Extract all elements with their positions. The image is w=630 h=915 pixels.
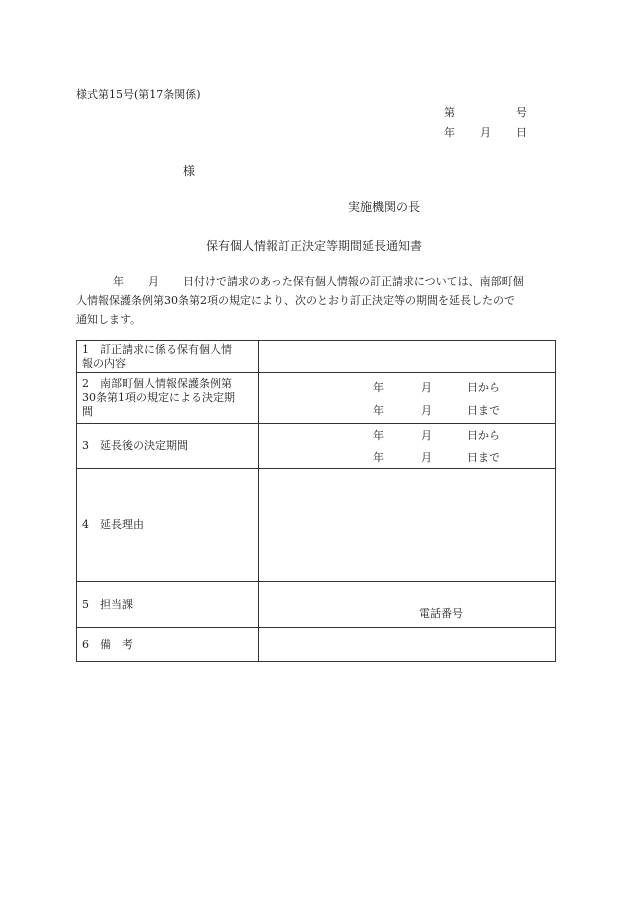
- date-day: 日: [516, 126, 527, 139]
- row-5-label: 5 担当課: [77, 582, 259, 628]
- body-paragraph: [76, 272, 556, 329]
- row-2-from-year: 年: [373, 381, 384, 394]
- phone-label: 電話番号: [419, 607, 463, 620]
- row-4: [77, 469, 556, 582]
- body-year: 年: [113, 275, 124, 288]
- row-2-until-year: 年: [373, 404, 384, 417]
- row-3-value[interactable]: [259, 424, 556, 469]
- row-3-from-year: 年: [373, 429, 384, 442]
- row-1-value[interactable]: [259, 341, 556, 373]
- form-number: 様式第15号(第17条関係): [76, 88, 201, 101]
- row-4-value[interactable]: [259, 469, 556, 582]
- body-line-1-text: 日付けで請求のあった保有個人情報の訂正請求については、南部町個: [183, 275, 524, 288]
- form-table: [76, 340, 556, 662]
- row-6-value[interactable]: [259, 628, 556, 662]
- row-2-from-day: 日から: [467, 381, 500, 394]
- row-2-from-month: 月: [421, 381, 432, 394]
- row-2: [77, 373, 556, 424]
- row-2-value[interactable]: [259, 373, 556, 424]
- row-1-label: 1 訂正請求に係る保有個人情 報の内容: [77, 341, 259, 373]
- row-2-label: 2 南部町個人情報保護条例第 30条第1項の規定による決定期 間: [77, 373, 259, 424]
- addressee-suffix: 様: [183, 164, 196, 178]
- row-2-until-month: 月: [421, 404, 432, 417]
- body-line-3: 通知します。: [76, 313, 142, 326]
- body-line-2: 人情報保護条例第30条第2項の規定により、次のとおり訂正決定等の期間を延長したので: [76, 294, 515, 307]
- row-6-label: 6 備 考: [77, 628, 259, 662]
- date-year: 年: [444, 126, 455, 139]
- row-3-until-year: 年: [373, 451, 384, 464]
- row-3-until-day: 日まで: [467, 451, 500, 464]
- body-line-1: [76, 272, 556, 291]
- row-3-from-month: 月: [421, 429, 432, 442]
- body-month: 月: [148, 275, 159, 288]
- row-2-until-day: 日まで: [467, 404, 500, 417]
- row-1: [77, 341, 556, 373]
- row-4-label: 4 延長理由: [77, 469, 259, 582]
- row-3-from-day: 日から: [467, 429, 500, 442]
- row-3-label: 3 延長後の決定期間: [77, 424, 259, 469]
- row-3: [77, 424, 556, 469]
- row-3-until-month: 月: [421, 451, 432, 464]
- document-title: 保有個人情報訂正決定等期間延長通知書: [206, 239, 423, 253]
- doc-number-dai: 第: [444, 106, 455, 119]
- row-5-value[interactable]: [259, 582, 556, 628]
- row-6: [77, 628, 556, 662]
- doc-number-go: 号: [516, 106, 527, 119]
- row-5: [77, 582, 556, 628]
- date-month: 月: [480, 126, 491, 139]
- sender: 実施機関の長: [348, 200, 421, 214]
